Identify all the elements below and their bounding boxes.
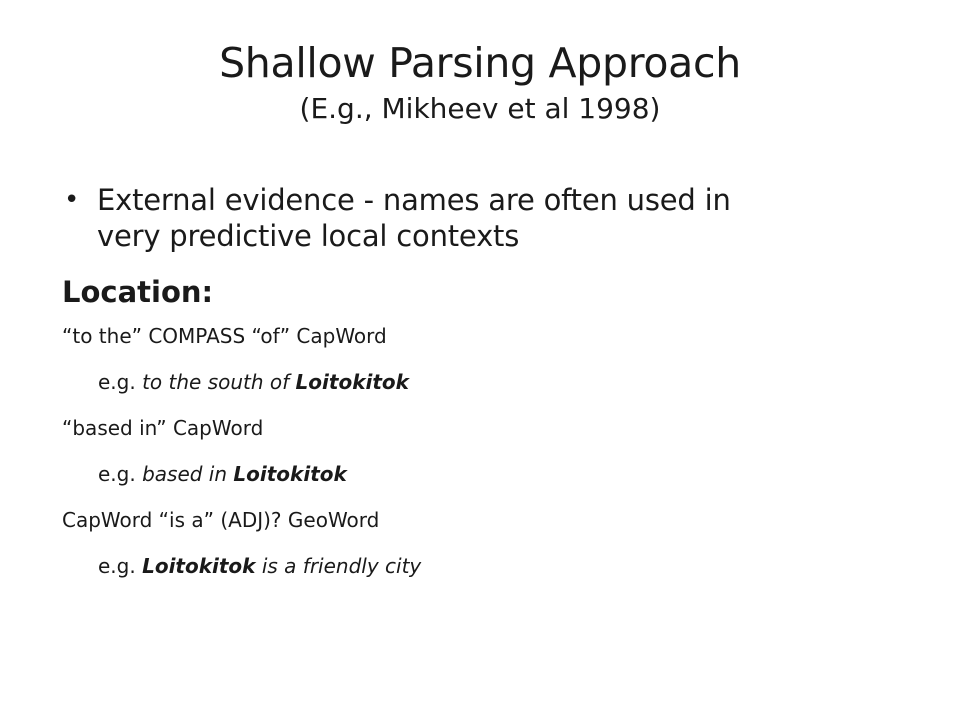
bullet-text-line1: External evidence - names are often used in — [97, 183, 731, 217]
example-prefix: e.g. — [98, 462, 143, 486]
slide-content — [62, 182, 882, 600]
example-bold-name: Loitokitok — [233, 462, 347, 486]
pattern-rule-based-in: “based in” CapWord — [62, 416, 264, 440]
pattern-rule-compass: “to the” COMPASS “of” CapWord — [62, 324, 387, 348]
example-bold-name: Loitokitok — [142, 554, 256, 578]
bullet-text-line2: very predictive local contexts — [97, 219, 520, 253]
example-italic-text: based in — [142, 462, 234, 486]
slide-title — [0, 40, 960, 125]
title-main: Shallow Parsing Approach — [219, 39, 741, 87]
example-italic-text: is a friendly city — [255, 554, 422, 578]
example-italic-text: to the south of — [142, 370, 296, 394]
pattern-rule-is-a: CapWord “is a” (ADJ)? GeoWord — [62, 508, 380, 532]
example-bold-name: Loitokitok — [295, 370, 409, 394]
example-is-a — [62, 554, 882, 600]
example-prefix: e.g. — [98, 370, 143, 394]
example-prefix: e.g. — [98, 554, 143, 578]
bullet-item — [62, 182, 882, 254]
title-subtitle: (E.g., Mikheev et al 1998) — [299, 92, 661, 126]
example-compass — [62, 370, 882, 416]
bullet-marker: • — [64, 185, 80, 215]
example-based-in — [62, 462, 882, 508]
location-heading: Location: — [62, 275, 214, 309]
